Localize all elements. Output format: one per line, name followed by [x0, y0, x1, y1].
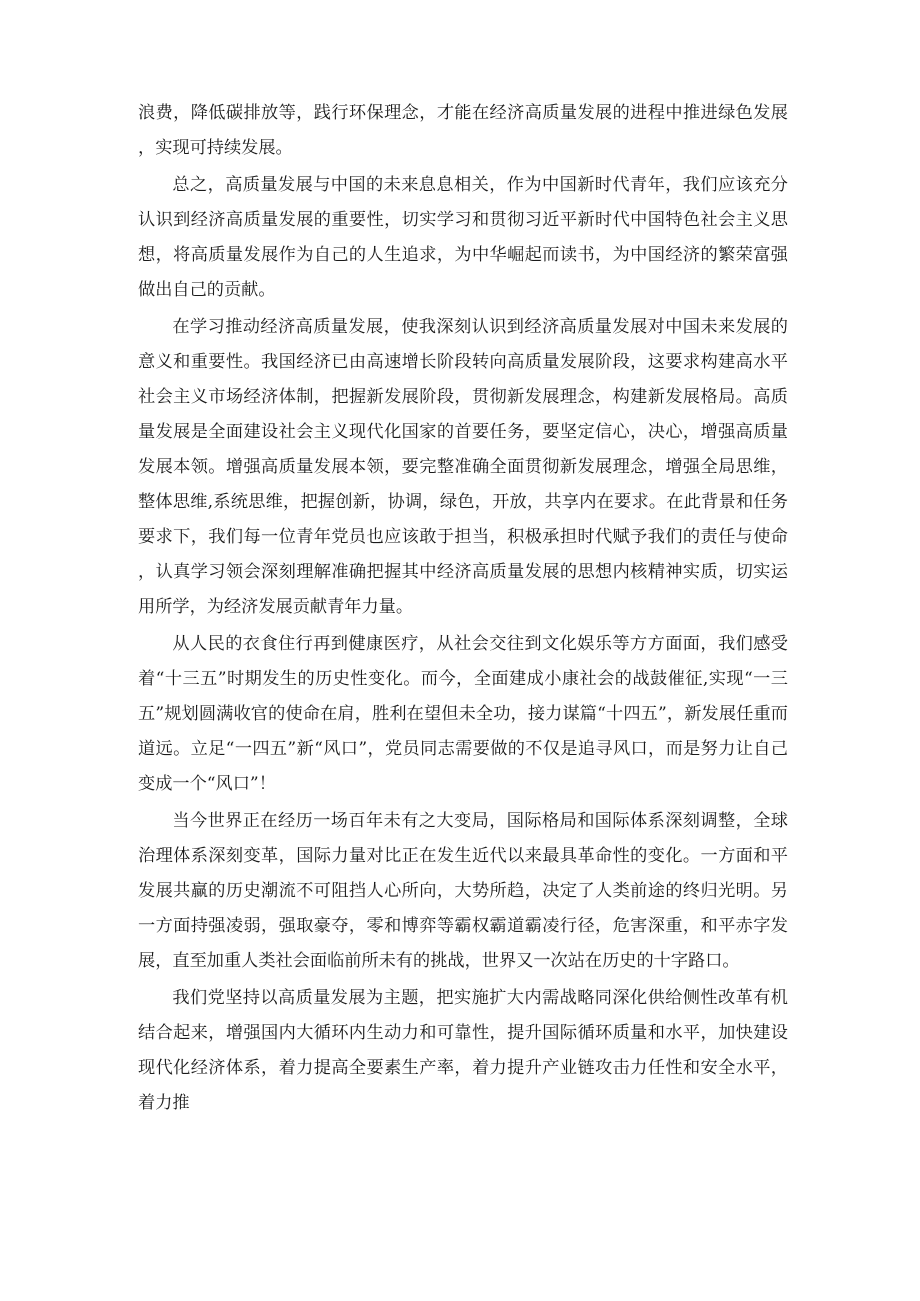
- paragraph-party-development: 我们党坚持以高质量发展为主题，把实施扩大内需战略同深化供给侧性改革有机结合起来，增强国内大循环内生动力和可靠性，提升国际循环质量和水平，加快建设现代化经济体系，着力提高全要素生产率，着力提升产业链攻击力任性和安全水平，着力推: [138, 988, 788, 1113]
- paragraph-world-changes: 当今世界正在经历一场百年未有之大变局，国际格局和国际体系深刻调整，全球治理体系深刻变革，国际力量对比正在发生近代以来最具革命性的变化。一方面和平发展共赢的历史潮流不可阻挡人心所向，大势所趋，决定了人类前途的终归光明。另一方面持强凌弱，强取豪夺，零和博弈等霸权霸道霸凌行径，危害深重，和平赤字发展，直至加重人类社会面临前所未有的挑战，世界又一次站在历史的十字路口。: [138, 811, 788, 971]
- paragraph-study-reflection: 在学习推动经济高质量发展，使我深刻认识到经济高质量发展对中国未来发展的意义和重要性。我国经济已由高速增长阶段转向高质量发展阶段，这要求构建高水平社会主义市场经济体制，把握新发展阶段，贯彻新发展理念，构建新发展格局。高质量发展是全面建设社会主义现代化国家的首要任务，要坚定信心，决心，增强高质量发展本领。增强高质量发展本领，要完整准确全面贯彻新发展理念，增强全局思维，整体思维,系统思维，把握创新，协调，绿色，开放，共享内在要求。在此背景和任务要求下，我们每一位青年党员也应该敢于担当，积极承担时代赋予我们的责任与使命，认真学习领会深刻理解准确把握其中经济高质量发展的思想内核精神实质，切实运用所学，为经济发展贡献青年力量。: [138, 317, 788, 617]
- paragraph-green-development: 浪费，降低碳排放等，践行环保理念，才能在经济高质量发展的进程中推进绿色发展，实现可持续发展。: [138, 103, 788, 158]
- paragraph-five-year-plan: 从人民的衣食住行再到健康医疗，从社会交往到文化娱乐等方方面面，我们感受着“十三五”时期发生的历史性变化。而今，全面建成小康社会的战鼓催征,实现“一三五”规划圆满收官的使命在肩，胜利在望但未全功，接力谋篇“十四五”，新发展任重而道远。立足“一四五”新“风口”，党员同志需要做的不仅是追寻风口，而是努力让自己变成一个“风口”！: [138, 634, 788, 794]
- paragraph-conclusion: 总之，高质量发展与中国的未来息息相关，作为中国新时代青年，我们应该充分认识到经济高质量发展的重要性，切实学习和贯彻习近平新时代中国特色社会主义思想，将高质量发展作为自己的人生追求，为中华崛起而读书，为中国经济的繁荣富强做出自己的贡献。: [138, 175, 788, 300]
- document-page: [138, 96, 788, 1121]
